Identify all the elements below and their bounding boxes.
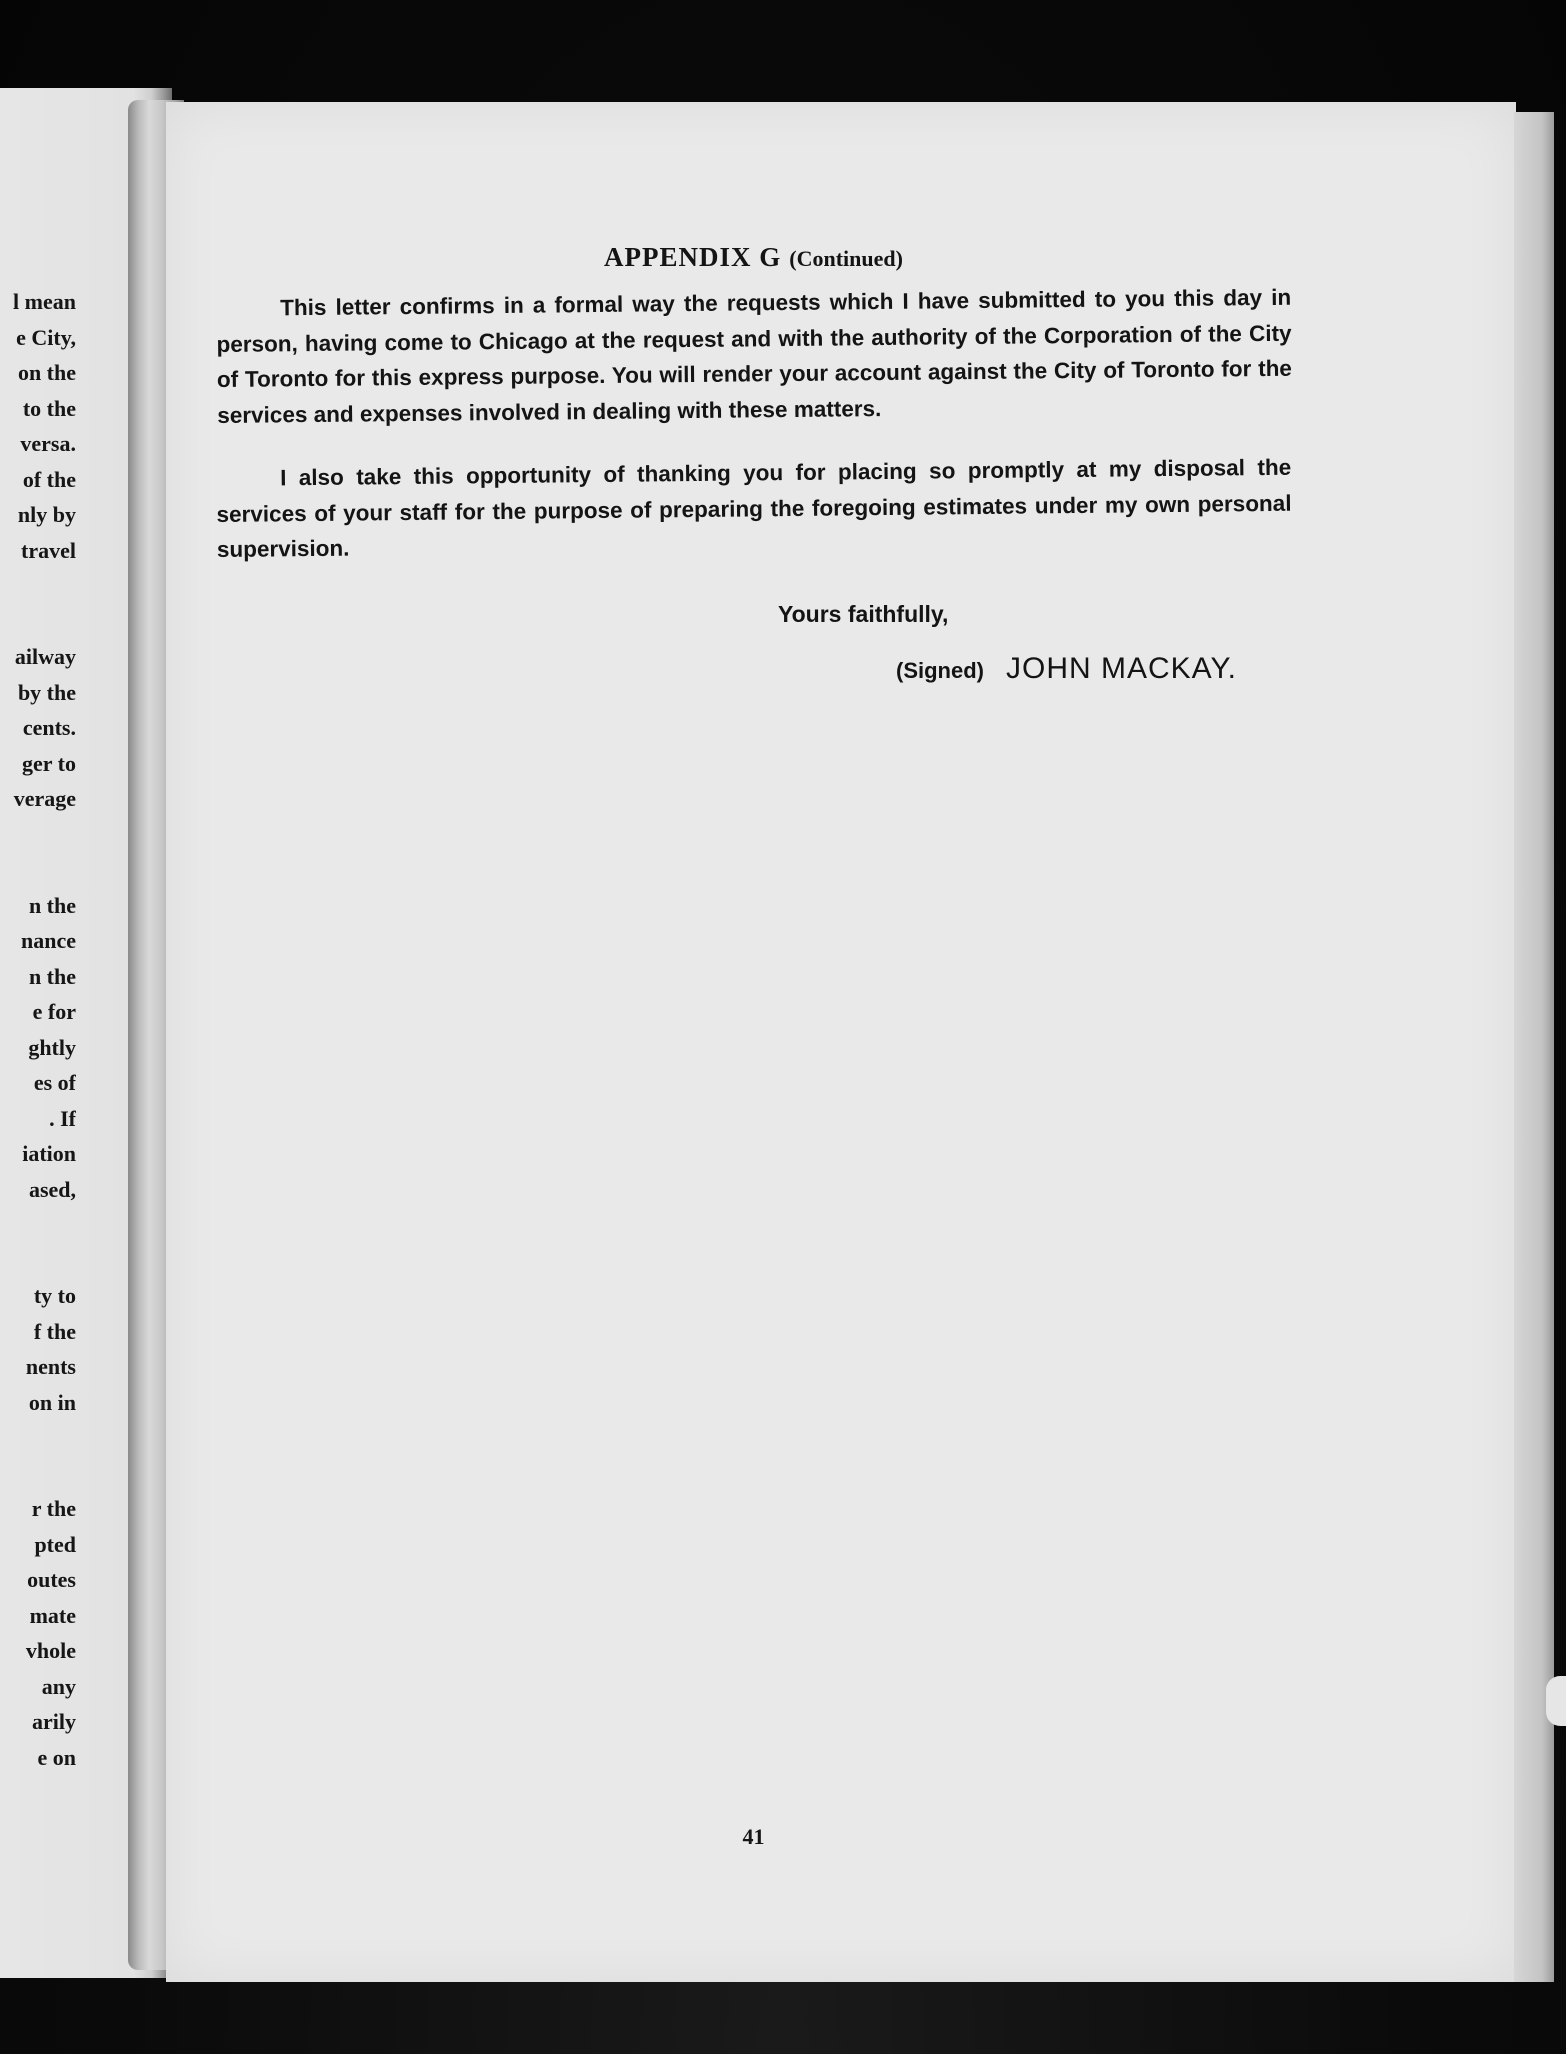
signature-line: [896, 652, 1291, 686]
page-number: 41: [742, 1824, 765, 1849]
previous-page-line: [0, 1456, 76, 1492]
previous-page-line: e on: [37, 1744, 76, 1770]
previous-page-line: n the: [28, 963, 76, 989]
previous-page-text: [0, 284, 76, 1775]
paragraph-1: This letter confirms in a formal way the requests which I have submitted to you this day in person, having come to Chicago at the request and with the authority of the Corporation of the City of Toronto for this express purpose. You will render your account against the City of Toronto for the services and expenses involved in dealing with these matters.: [216, 284, 1292, 428]
heading-suffix: (Continued): [789, 246, 903, 271]
heading-title: APPENDIX G: [604, 242, 782, 272]
scan-artifact: [1546, 1676, 1566, 1726]
previous-page-line: of the: [22, 466, 76, 492]
previous-page-line: . If: [49, 1105, 76, 1131]
previous-page-line: ty to: [33, 1283, 76, 1308]
previous-page-line: r the: [31, 1496, 76, 1521]
closing-salutation: Yours faithfully,: [778, 600, 949, 627]
previous-page-line: pted: [34, 1531, 76, 1557]
page-content: [216, 242, 1291, 686]
previous-page-line: arily: [32, 1709, 76, 1734]
previous-page-line: ghtly: [28, 1034, 76, 1060]
previous-page-line: on the: [17, 360, 76, 385]
previous-page-line: [0, 604, 76, 640]
previous-page-line: travel: [21, 537, 76, 563]
previous-page-line: ger to: [22, 750, 76, 776]
previous-page-line: nents: [25, 1354, 76, 1379]
page-heading: [216, 242, 1291, 273]
previous-page-line: e City,: [16, 324, 76, 350]
previous-page-line: [0, 1243, 76, 1279]
previous-page-line: nance: [21, 928, 76, 953]
previous-page-line: [0, 568, 76, 604]
previous-page-line: cents.: [22, 715, 76, 740]
previous-page-line: ailway: [14, 644, 76, 669]
signed-label: (Signed): [896, 657, 984, 683]
previous-page-line: f the: [33, 1318, 76, 1344]
previous-page-line: on in: [28, 1389, 76, 1415]
previous-page-line: to the: [22, 395, 76, 421]
previous-page-line: mate: [29, 1602, 76, 1628]
previous-page-line: any: [41, 1673, 76, 1699]
previous-page-line: es of: [33, 1070, 76, 1095]
previous-page-line: [0, 817, 76, 853]
previous-page-line: l mean: [13, 289, 76, 314]
previous-page-line: versa.: [20, 431, 76, 456]
previous-page-line: [0, 1420, 76, 1456]
previous-page-line: vhole: [25, 1638, 76, 1663]
previous-page-line: verage: [13, 786, 76, 811]
previous-page-line: [0, 852, 76, 888]
previous-page-line: n the: [28, 892, 76, 918]
previous-page-line: nly by: [17, 502, 76, 527]
current-page: [166, 102, 1516, 1982]
previous-page-line: ased,: [28, 1176, 76, 1202]
previous-page-line: iation: [22, 1141, 76, 1166]
previous-page-line: outes: [27, 1567, 76, 1592]
paragraph-2: I also take this opportunity of thanking you for placing so promptly at my disposal the services of your staff for the purpose of preparing the foregoing estimates under my own personal supervision.: [216, 454, 1292, 562]
previous-page-line: [0, 1207, 76, 1243]
previous-page-line: by the: [17, 679, 76, 705]
signatory-name: JOHN MACKAY.: [1006, 651, 1237, 685]
previous-page-line: e for: [32, 999, 76, 1024]
